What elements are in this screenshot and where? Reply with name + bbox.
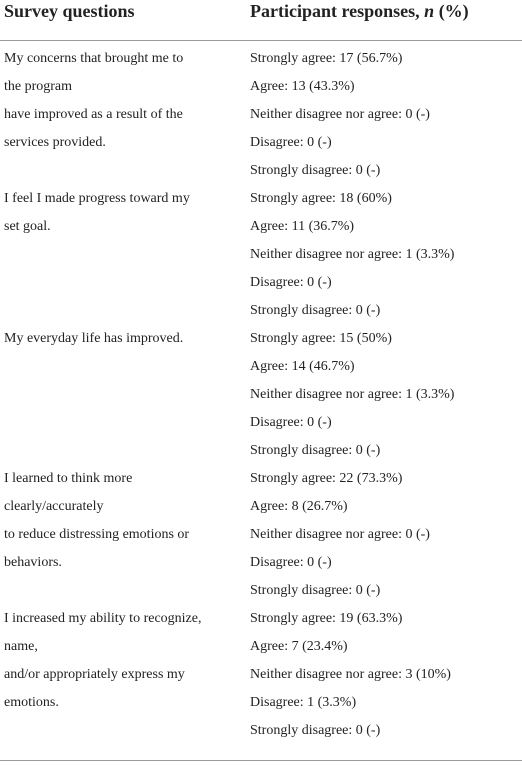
header-survey-questions: Survey questions bbox=[4, 1, 135, 21]
question-text-line: emotions. bbox=[4, 695, 59, 710]
question-text-line: the program bbox=[4, 79, 73, 94]
response-text-line: Disagree: 0 (-) bbox=[250, 415, 332, 430]
response-text-line: Agree: 8 (26.7%) bbox=[250, 499, 348, 514]
response-text-line: Agree: 13 (43.3%) bbox=[250, 79, 355, 94]
question-text-line: and/or appropriately express my bbox=[4, 667, 185, 682]
response-text-line: Strongly disagree: 0 (-) bbox=[250, 163, 381, 178]
response-text-line: Strongly agree: 18 (60%) bbox=[250, 191, 392, 206]
response-text-line: Strongly agree: 15 (50%) bbox=[250, 331, 392, 346]
bottom-rule bbox=[0, 760, 522, 761]
response-text-line: Neither disagree nor agree: 0 (-) bbox=[250, 107, 430, 122]
question-text-line: name, bbox=[4, 639, 38, 654]
header-col2-n: n bbox=[424, 1, 435, 21]
response-text-line: Strongly agree: 22 (73.3%) bbox=[250, 471, 403, 486]
response-text-line: Agree: 11 (36.7%) bbox=[250, 219, 355, 234]
table-header bbox=[0, 0, 522, 41]
response-text-line: Strongly disagree: 0 (-) bbox=[250, 723, 381, 738]
question-text-line: I learned to think more bbox=[4, 471, 133, 486]
question-text-line: My concerns that brought me to bbox=[4, 51, 184, 66]
question-text-line: have improved as a result of the bbox=[4, 107, 183, 122]
response-text-line: Strongly agree: 17 (56.7%) bbox=[250, 51, 403, 66]
question-text-line: set goal. bbox=[4, 219, 51, 234]
header-col2-suffix: (%) bbox=[434, 1, 469, 21]
response-text-line: Neither disagree nor agree: 0 (-) bbox=[250, 527, 430, 542]
header-col2-prefix: Participant responses, bbox=[250, 1, 425, 21]
response-text-line: Strongly agree: 19 (63.3%) bbox=[250, 611, 403, 626]
table-body bbox=[0, 52, 522, 752]
question-text-line: I increased my ability to recognize, bbox=[4, 611, 202, 626]
table-row bbox=[0, 52, 522, 192]
table-row bbox=[0, 472, 522, 612]
table-row bbox=[0, 192, 522, 332]
response-text-line: Disagree: 0 (-) bbox=[250, 135, 332, 150]
response-text-line: Neither disagree nor agree: 3 (10%) bbox=[250, 667, 451, 682]
response-text-line: Strongly disagree: 0 (-) bbox=[250, 443, 381, 458]
question-text-line: services provided. bbox=[4, 135, 106, 150]
header-participant-responses bbox=[250, 1, 469, 22]
question-text-line: I feel I made progress toward my bbox=[4, 191, 190, 206]
response-text-line: Neither disagree nor agree: 1 (3.3%) bbox=[250, 247, 455, 262]
response-text-line: Disagree: 0 (-) bbox=[250, 555, 332, 570]
question-text-line: clearly/accurately bbox=[4, 499, 104, 514]
response-text-line: Neither disagree nor agree: 1 (3.3%) bbox=[250, 387, 455, 402]
response-text-line: Strongly disagree: 0 (-) bbox=[250, 583, 381, 598]
response-text-line: Disagree: 0 (-) bbox=[250, 275, 332, 290]
table-row bbox=[0, 332, 522, 472]
response-text-line: Strongly disagree: 0 (-) bbox=[250, 303, 381, 318]
question-text-line: to reduce distressing emotions or bbox=[4, 527, 190, 542]
question-text-line: My everyday life has improved. bbox=[4, 331, 184, 346]
response-text-line: Agree: 14 (46.7%) bbox=[250, 359, 355, 374]
response-text-line: Disagree: 1 (3.3%) bbox=[250, 695, 357, 710]
response-text-line: Agree: 7 (23.4%) bbox=[250, 639, 348, 654]
table-row bbox=[0, 612, 522, 752]
question-text-line: behaviors. bbox=[4, 555, 62, 570]
